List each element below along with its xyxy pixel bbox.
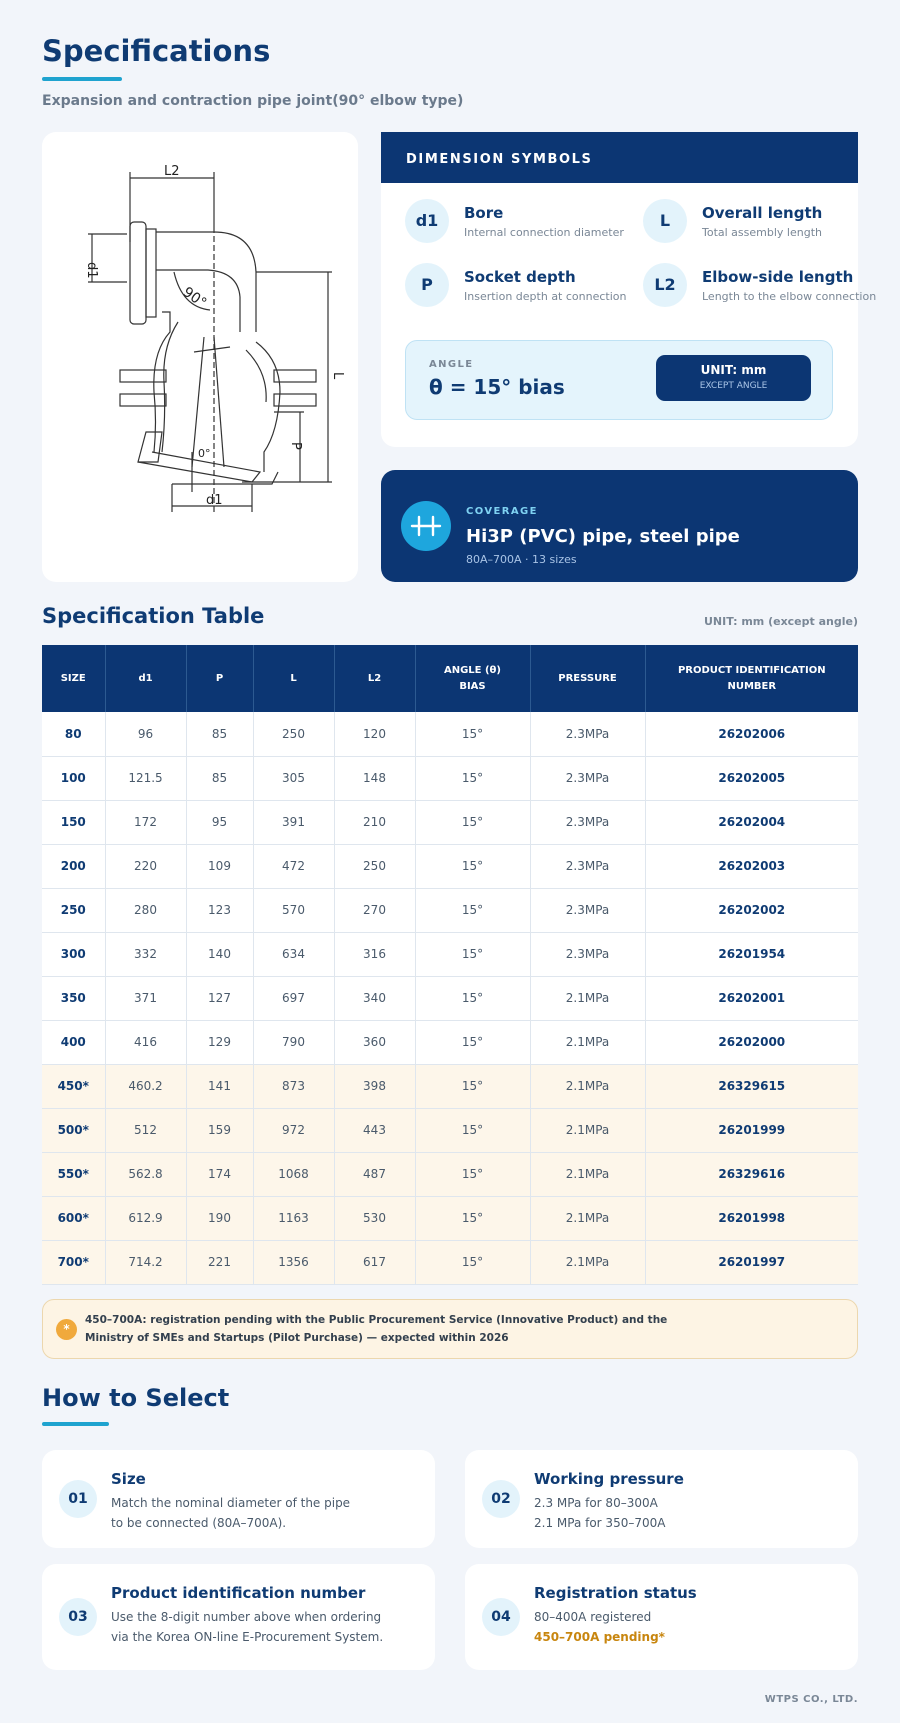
step-number: 03 (59, 1598, 97, 1636)
angle-label: ANGLE (429, 359, 474, 370)
cell-d1: 562.8 (105, 1152, 186, 1196)
cell-pid: 26202000 (645, 1020, 858, 1064)
symbol-p (405, 263, 635, 307)
cell-l2: 443 (334, 1108, 415, 1152)
cell-pressure: 2.1MPa (530, 1108, 645, 1152)
cell-l: 1068 (253, 1152, 334, 1196)
step-line: 80–400A registered (534, 1610, 652, 1624)
label-0-degrees: 0° (198, 447, 211, 460)
col-header-l: L (253, 645, 334, 712)
table-row (42, 1064, 858, 1108)
cell-d1: 460.2 (105, 1064, 186, 1108)
cell-angle: 15° (415, 1020, 530, 1064)
symbol-badge: P (405, 263, 449, 307)
cell-p: 174 (186, 1152, 253, 1196)
cell-size: 500* (42, 1108, 105, 1152)
drawing-card (42, 132, 358, 582)
registration-note (42, 1299, 858, 1359)
col-header-l2: L2 (334, 645, 415, 712)
cell-pid: 26201997 (645, 1240, 858, 1284)
angle-box (405, 340, 833, 420)
how-to-select-title: How to Select (42, 1384, 230, 1412)
cell-d1: 512 (105, 1108, 186, 1152)
cell-l2: 340 (334, 976, 415, 1020)
cell-pid: 26201954 (645, 932, 858, 976)
step-line: Match the nominal diameter of the pipe (111, 1496, 351, 1510)
step-line-highlight: 450–700A pending* (534, 1630, 665, 1644)
cell-l: 634 (253, 932, 334, 976)
cell-size: 400 (42, 1020, 105, 1064)
label-l: L (330, 372, 345, 380)
cell-p: 190 (186, 1196, 253, 1240)
cell-l: 250 (253, 712, 334, 756)
coverage-label: COVERAGE (466, 506, 538, 517)
cell-l2: 617 (334, 1240, 415, 1284)
label-p: P (288, 442, 303, 450)
table-row (42, 844, 858, 888)
step-line: to be connected (80A–700A). (111, 1516, 287, 1530)
label-d1-side: d1 (84, 262, 99, 279)
step-number: 04 (482, 1598, 520, 1636)
cell-p: 109 (186, 844, 253, 888)
cell-pressure: 2.3MPa (530, 800, 645, 844)
cell-d1: 280 (105, 888, 186, 932)
table-row (42, 1196, 858, 1240)
symbol-description: Length to the elbow connection (702, 290, 877, 303)
unit-badge (656, 355, 811, 401)
cell-l: 305 (253, 756, 334, 800)
cell-l2: 250 (334, 844, 415, 888)
cell-pressure: 2.1MPa (530, 1240, 645, 1284)
cell-p: 129 (186, 1020, 253, 1064)
cell-l: 472 (253, 844, 334, 888)
cell-size: 450* (42, 1064, 105, 1108)
step-line: via the Korea ON-line E-Procurement System. (111, 1630, 384, 1644)
table-body (42, 712, 858, 1284)
cell-angle: 15° (415, 1152, 530, 1196)
cell-p: 159 (186, 1108, 253, 1152)
dimension-symbols-heading: DIMENSION SYMBOLS (381, 132, 858, 183)
cell-d1: 416 (105, 1020, 186, 1064)
step-title: Working pressure (534, 1470, 684, 1488)
spec-table-unit: UNIT: mm (except angle) (703, 615, 858, 628)
symbol-name: Bore (464, 204, 504, 222)
table-row (42, 1152, 858, 1196)
cell-size: 550* (42, 1152, 105, 1196)
symbol-name: Overall length (702, 204, 823, 222)
unit-main: UNIT: mm (700, 363, 767, 377)
cell-d1: 121.5 (105, 756, 186, 800)
cell-pressure: 2.1MPa (530, 1152, 645, 1196)
cell-size: 200 (42, 844, 105, 888)
cell-pid: 26202005 (645, 756, 858, 800)
spec-table (42, 645, 858, 1285)
col-header-pressure: PRESSURE (530, 645, 645, 712)
symbol-badge: L (643, 199, 687, 243)
symbol-badge: d1 (405, 199, 449, 243)
cell-l2: 120 (334, 712, 415, 756)
symbol-name: Elbow-side length (702, 268, 854, 286)
step-size (42, 1450, 435, 1548)
dimension-symbols-card (381, 132, 877, 447)
page-subtitle: Expansion and contraction pipe joint(90° elbow type) (42, 93, 464, 109)
cell-l2: 270 (334, 888, 415, 932)
cell-l: 391 (253, 800, 334, 844)
cell-angle: 15° (415, 756, 530, 800)
label-d1-bottom: d1 (206, 493, 223, 508)
asterisk-icon: * (56, 1319, 77, 1340)
col-header-size: SIZE (42, 645, 105, 712)
cell-angle: 15° (415, 712, 530, 756)
note-text (85, 1311, 685, 1347)
label-90-degrees: 90° (179, 284, 210, 312)
pipe-joint-icon (401, 501, 451, 551)
table-row (42, 1240, 858, 1284)
cell-l: 790 (253, 1020, 334, 1064)
table-row (42, 756, 858, 800)
unit-sub: EXCEPT ANGLE (699, 381, 768, 391)
cell-l2: 360 (334, 1020, 415, 1064)
step-title: Size (111, 1470, 146, 1488)
cell-size: 150 (42, 800, 105, 844)
cell-l: 873 (253, 1064, 334, 1108)
symbol-l (643, 199, 873, 243)
cell-pressure: 2.3MPa (530, 756, 645, 800)
symbol-l2 (643, 263, 877, 307)
cell-l: 1163 (253, 1196, 334, 1240)
cell-l: 1356 (253, 1240, 334, 1284)
cell-pressure: 2.1MPa (530, 1020, 645, 1064)
cell-l2: 398 (334, 1064, 415, 1108)
step-product-id (42, 1564, 435, 1670)
step-registration-status (465, 1564, 858, 1670)
angle-value: θ = 15° bias (429, 375, 565, 399)
cell-p: 141 (186, 1064, 253, 1108)
step-number: 02 (482, 1480, 520, 1518)
cell-pid: 26329615 (645, 1064, 858, 1108)
symbol-name: Socket depth (464, 268, 576, 286)
cell-pressure: 2.1MPa (530, 976, 645, 1020)
col-header-pid: PRODUCT IDENTIFICATION NUMBER (645, 645, 858, 712)
cell-size: 300 (42, 932, 105, 976)
table-row (42, 800, 858, 844)
step-working-pressure (465, 1450, 858, 1548)
cell-pid: 26202001 (645, 976, 858, 1020)
table-row (42, 932, 858, 976)
cell-pid: 26201998 (645, 1196, 858, 1240)
table-row (42, 1020, 858, 1064)
cell-p: 127 (186, 976, 253, 1020)
cell-d1: 612.9 (105, 1196, 186, 1240)
cell-d1: 96 (105, 712, 186, 756)
cell-pressure: 2.3MPa (530, 888, 645, 932)
cell-angle: 15° (415, 932, 530, 976)
cell-p: 95 (186, 800, 253, 844)
symbol-description: Total assembly length (702, 226, 822, 239)
elbow-joint-drawing (42, 132, 358, 582)
title-underline (42, 77, 122, 81)
cell-p: 123 (186, 888, 253, 932)
cell-d1: 220 (105, 844, 186, 888)
cell-size: 250 (42, 888, 105, 932)
cell-p: 85 (186, 712, 253, 756)
col-header-angle: ANGLE (θ) BIAS (415, 645, 530, 712)
symbol-d1 (405, 199, 635, 243)
cell-angle: 15° (415, 976, 530, 1020)
cell-pressure: 2.3MPa (530, 932, 645, 976)
cell-l: 570 (253, 888, 334, 932)
cell-d1: 714.2 (105, 1240, 186, 1284)
cell-pid: 26202006 (645, 712, 858, 756)
cell-size: 80 (42, 712, 105, 756)
symbol-description: Insertion depth at connection (464, 290, 627, 303)
cell-l2: 316 (334, 932, 415, 976)
cell-angle: 15° (415, 1196, 530, 1240)
cell-angle: 15° (415, 800, 530, 844)
cell-d1: 332 (105, 932, 186, 976)
coverage-subtitle: 80A–700A · 13 sizes (466, 553, 577, 566)
cell-angle: 15° (415, 1064, 530, 1108)
note-line: Ministry of SMEs and Startups (Pilot Purchase) — expected within 2026 (85, 1332, 509, 1344)
table-header-row (42, 645, 858, 712)
cell-l2: 148 (334, 756, 415, 800)
cell-d1: 371 (105, 976, 186, 1020)
cell-pid: 26202003 (645, 844, 858, 888)
cell-pid: 26329616 (645, 1152, 858, 1196)
step-line: 2.3 MPa for 80–300A (534, 1496, 658, 1510)
cell-pid: 26201999 (645, 1108, 858, 1152)
cell-l: 697 (253, 976, 334, 1020)
step-line: 2.1 MPa for 350–700A (534, 1516, 666, 1530)
cell-l2: 487 (334, 1152, 415, 1196)
cell-angle: 15° (415, 888, 530, 932)
company-footer: WTPS CO., LTD. (764, 1694, 858, 1705)
section-underline (42, 1422, 109, 1426)
cell-pressure: 2.3MPa (530, 844, 645, 888)
symbol-badge: L2 (643, 263, 687, 307)
coverage-title: Hi3P (PVC) pipe, steel pipe (466, 526, 740, 547)
step-title: Registration status (534, 1584, 697, 1602)
page-title: Specifications (42, 34, 271, 68)
label-l2: L2 (164, 164, 180, 179)
cell-angle: 15° (415, 1108, 530, 1152)
note-line: 450–700A: registration pending with the Public Procurement Service (Innovative Product) and the (85, 1314, 668, 1326)
cell-l: 972 (253, 1108, 334, 1152)
cell-size: 350 (42, 976, 105, 1020)
cell-pid: 26202002 (645, 888, 858, 932)
step-title: Product identification number (111, 1584, 366, 1602)
table-row (42, 976, 858, 1020)
cell-pressure: 2.1MPa (530, 1196, 645, 1240)
cell-p: 221 (186, 1240, 253, 1284)
cell-pressure: 2.3MPa (530, 712, 645, 756)
cell-pressure: 2.1MPa (530, 1064, 645, 1108)
step-line: Use the 8-digit number above when ordering (111, 1610, 382, 1624)
cell-angle: 15° (415, 844, 530, 888)
symbol-description: Internal connection diameter (464, 226, 624, 239)
cell-angle: 15° (415, 1240, 530, 1284)
cell-l2: 210 (334, 800, 415, 844)
spec-table-title: Specification Table (42, 604, 265, 628)
cell-size: 600* (42, 1196, 105, 1240)
cell-size: 100 (42, 756, 105, 800)
cell-d1: 172 (105, 800, 186, 844)
cell-p: 140 (186, 932, 253, 976)
table-row (42, 712, 858, 756)
col-header-d1: d1 (105, 645, 186, 712)
cell-l2: 530 (334, 1196, 415, 1240)
col-header-p: P (186, 645, 253, 712)
cell-size: 700* (42, 1240, 105, 1284)
table-row (42, 888, 858, 932)
table-row (42, 1108, 858, 1152)
cell-p: 85 (186, 756, 253, 800)
step-number: 01 (59, 1480, 97, 1518)
cell-pid: 26202004 (645, 800, 858, 844)
coverage-card (381, 470, 858, 582)
